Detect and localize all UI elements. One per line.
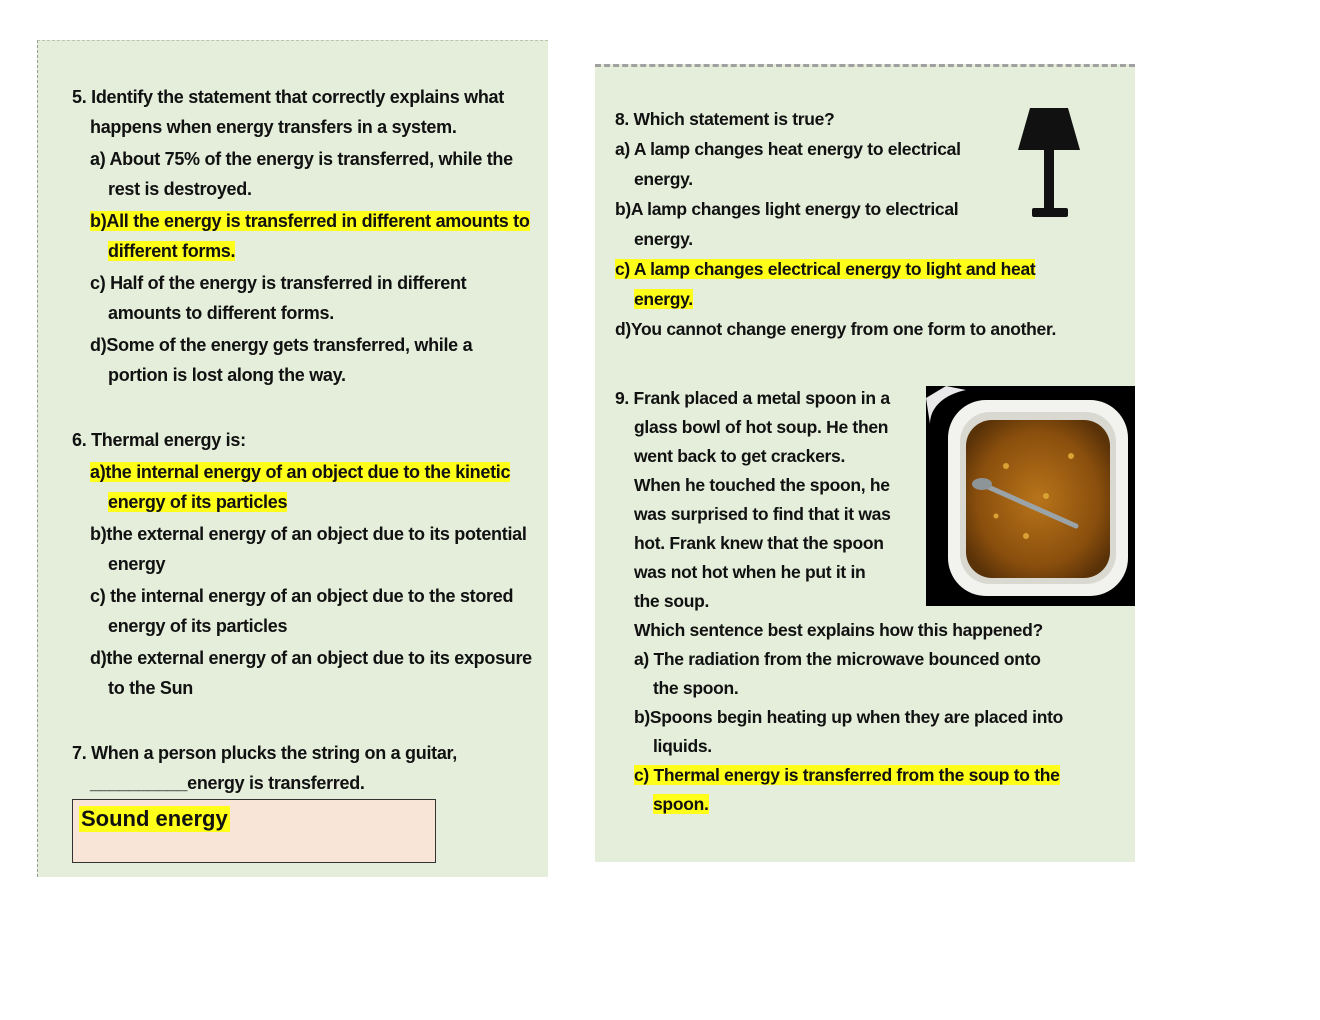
option-8c-line-2: energy. <box>634 289 693 309</box>
question-6 <box>72 425 532 703</box>
option-5c-line-1: c) Half of the energy is transferred in different <box>90 273 467 293</box>
option-6a-line-1: a)the internal energy of an object due to the kinetic <box>90 462 511 482</box>
question-9-stem-line-9: Which sentence best explains how this happened? <box>634 620 1043 640</box>
question-8 <box>615 104 1056 344</box>
option-5d-line-2: portion is lost along the way. <box>108 365 346 385</box>
option-9c-line-2: spoon. <box>653 794 709 814</box>
option-9c-line-1: c) Thermal energy is transferred from the soup to the <box>634 765 1060 785</box>
question-5-text-line-2: happens when energy transfers in a system. <box>90 117 457 137</box>
option-5a-line-1: a) About 75% of the energy is transferred, while the <box>90 149 513 169</box>
question-7-text-line-2: __________energy is transferred. <box>90 773 365 793</box>
question-9-stem-line-5: was surprised to find that it was <box>634 504 891 524</box>
lamp-icon <box>1018 108 1080 220</box>
option-8c-line-1: c) A lamp changes electrical energy to light and heat <box>615 259 1036 279</box>
option-8a-line-2: energy. <box>634 169 693 189</box>
question-9-stem-line-6: hot. Frank knew that the spoon <box>634 533 884 553</box>
question-7-text-line-1: 7. When a person plucks the string on a guitar, <box>72 743 457 763</box>
option-5b-line-2: different forms. <box>108 241 236 261</box>
question-9-stem-line-2: glass bowl of hot soup. He then <box>634 417 889 437</box>
soup-bowl-photo <box>926 386 1135 606</box>
option-9a-line-1: a) The radiation from the microwave bounced onto <box>634 649 1041 669</box>
option-8b-line-1: b)A lamp changes light energy to electrical <box>615 199 959 219</box>
option-8b-line-2: energy. <box>634 229 693 249</box>
question-9-stem-line-8: the soup. <box>634 591 710 611</box>
question-7 <box>72 738 457 798</box>
option-6b-line-1: b)the external energy of an object due to its potential <box>90 524 527 544</box>
question-9-stem-line-4: When he touched the spoon, he <box>634 475 890 495</box>
option-9a-line-2: the spoon. <box>653 678 739 698</box>
answer-box <box>72 799 436 863</box>
option-6d-line-1: d)the external energy of an object due to its exposure <box>90 648 532 668</box>
option-9b-line-1: b)Spoons begin heating up when they are placed into <box>634 707 1064 727</box>
option-8a-line-1: a) A lamp changes heat energy to electrical <box>615 139 961 159</box>
answer-text: Sound energy <box>81 806 228 831</box>
option-9b-line-2: liquids. <box>653 736 712 756</box>
option-5a-line-2: rest is destroyed. <box>108 179 252 199</box>
option-6c-line-1: c) the internal energy of an object due to the stored <box>90 586 514 606</box>
question-6-text: 6. Thermal energy is: <box>72 430 246 450</box>
option-6c-line-2: energy of its particles <box>108 616 288 636</box>
option-5c-line-2: amounts to different forms. <box>108 303 334 323</box>
option-5b-line-1: b)All the energy is transferred in different amounts to <box>90 211 530 231</box>
option-6b-line-2: energy <box>108 554 166 574</box>
question-5 <box>72 82 530 390</box>
question-9-stem-line-1: 9. Frank placed a metal spoon in a <box>615 388 890 408</box>
question-8-text: 8. Which statement is true? <box>615 109 835 129</box>
option-6d-line-2: to the Sun <box>108 678 193 698</box>
option-6a-line-2: energy of its particles <box>108 492 288 512</box>
question-9-stem-line-7: was not hot when he put it in <box>634 562 866 582</box>
option-8d-line-1: d)You cannot change energy from one form to another. <box>615 319 1057 339</box>
question-9-stem-line-3: went back to get crackers. <box>634 446 846 466</box>
question-5-text-line-1: 5. Identify the statement that correctly explains what <box>72 87 504 107</box>
option-5d-line-1: d)Some of the energy gets transferred, while a <box>90 335 473 355</box>
